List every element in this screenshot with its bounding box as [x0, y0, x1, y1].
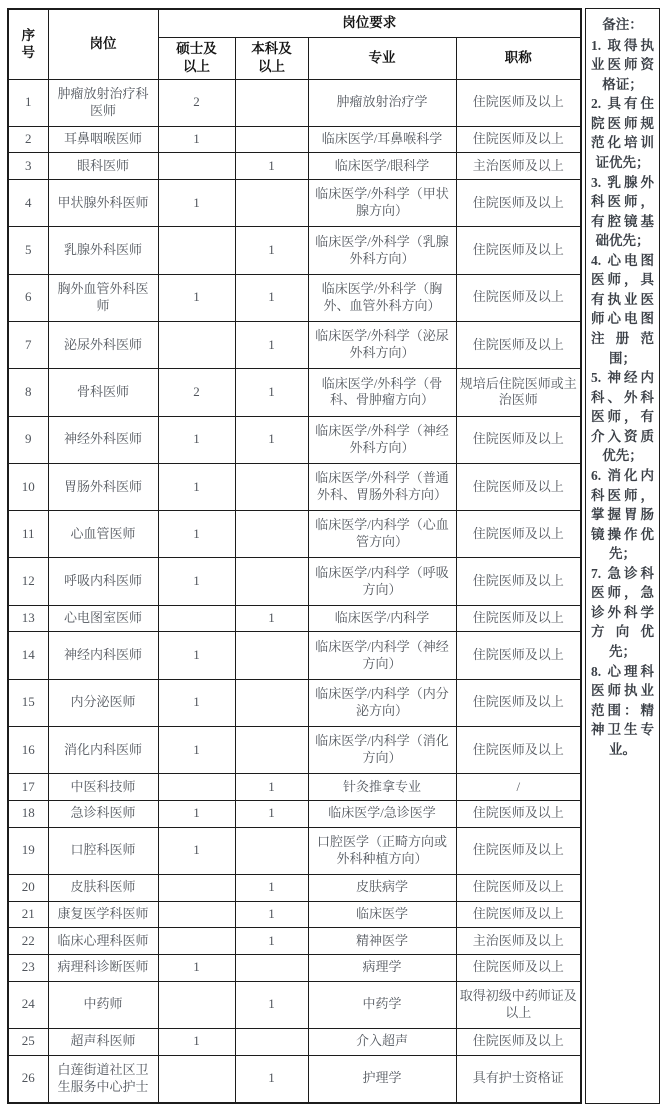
cell-position: 呼吸内科医师 [48, 558, 158, 605]
cell-master [158, 1055, 235, 1103]
cell-master [158, 227, 235, 274]
cell-position: 口腔科医师 [48, 827, 158, 874]
cell-no: 11 [8, 511, 48, 558]
cell-master: 1 [158, 126, 235, 153]
cell-title: 住院医师及以上 [456, 632, 581, 679]
cell-major: 临床医学/内科学（心血管方向） [308, 511, 456, 558]
cell-title: / [456, 774, 581, 801]
cell-title: 住院医师及以上 [456, 126, 581, 153]
table-row [8, 558, 581, 605]
cell-no: 9 [8, 416, 48, 463]
cell-bachelor [235, 1028, 308, 1055]
note-item: 7. 急诊科医师，急诊外科学方向优先； [591, 565, 654, 659]
header-position-requirements: 岗位要求 [158, 9, 581, 37]
cell-master: 1 [158, 1028, 235, 1055]
cell-title: 住院医师及以上 [456, 679, 581, 726]
cell-position: 耳鼻咽喉医师 [48, 126, 158, 153]
cell-master [158, 774, 235, 801]
cell-bachelor [235, 79, 308, 126]
cell-major: 介入超声 [308, 1028, 456, 1055]
note-item: 3. 乳腺外科医师，有腔镜基础优先； [591, 174, 654, 249]
table-row [8, 874, 581, 901]
cell-position: 泌尿外科医师 [48, 322, 158, 369]
cell-position: 胸外血管外科医师 [48, 274, 158, 321]
cell-master [158, 322, 235, 369]
cell-title: 住院医师及以上 [456, 726, 581, 773]
table-row [8, 800, 581, 827]
cell-title: 住院医师及以上 [456, 954, 581, 981]
cell-no: 2 [8, 126, 48, 153]
cell-master [158, 153, 235, 180]
cell-major: 肿瘤放射治疗学 [308, 79, 456, 126]
cell-no: 24 [8, 981, 48, 1028]
cell-bachelor: 1 [235, 1055, 308, 1103]
cell-master: 1 [158, 558, 235, 605]
note-item: 4. 心电图医师，具有执业医师心电图注册范围； [591, 252, 654, 366]
cell-title: 住院医师及以上 [456, 322, 581, 369]
table-row [8, 126, 581, 153]
note-item: 2. 具有住院医师规范化培训证优先； [591, 96, 654, 170]
cell-bachelor [235, 679, 308, 726]
cell-no: 21 [8, 901, 48, 928]
cell-title: 住院医师及以上 [456, 227, 581, 274]
note-item: 6. 消化内科医师，掌握胃肠镜操作优先； [591, 467, 654, 562]
cell-bachelor: 1 [235, 153, 308, 180]
table-row [8, 632, 581, 679]
cell-position: 甲状腺外科医师 [48, 180, 158, 227]
cell-bachelor: 1 [235, 800, 308, 827]
cell-major: 临床医学/外科学（甲状腺方向） [308, 180, 456, 227]
table-row [8, 180, 581, 227]
cell-bachelor [235, 463, 308, 510]
cell-major: 皮肤病学 [308, 874, 456, 901]
cell-bachelor: 1 [235, 901, 308, 928]
cell-major: 临床医学/急诊医学 [308, 800, 456, 827]
table-row [8, 153, 581, 180]
cell-master: 1 [158, 954, 235, 981]
cell-title: 住院医师及以上 [456, 511, 581, 558]
cell-no: 17 [8, 774, 48, 801]
cell-title: 住院医师及以上 [456, 901, 581, 928]
cell-master: 1 [158, 274, 235, 321]
cell-bachelor: 1 [235, 322, 308, 369]
header-serial-number: 序号 [8, 9, 48, 79]
note-item: 1. 取得执业医师资格证； [591, 37, 654, 92]
cell-master [158, 605, 235, 632]
cell-no: 22 [8, 928, 48, 955]
cell-master: 1 [158, 800, 235, 827]
cell-no: 14 [8, 632, 48, 679]
cell-major: 口腔医学（正畸方向或外科种植方向） [308, 827, 456, 874]
notes-title: 备注： [602, 17, 643, 32]
cell-master: 1 [158, 416, 235, 463]
cell-master: 1 [158, 511, 235, 558]
table-row [8, 981, 581, 1028]
cell-major: 临床医学/内科学（神经方向） [308, 632, 456, 679]
cell-position: 中药师 [48, 981, 158, 1028]
header-position: 岗位 [48, 9, 158, 79]
table-row [8, 79, 581, 126]
cell-bachelor [235, 827, 308, 874]
cell-no: 19 [8, 827, 48, 874]
cell-major: 临床医学/内科学 [308, 605, 456, 632]
table-row [8, 463, 581, 510]
notes-items [591, 36, 654, 760]
cell-position: 病理科诊断医师 [48, 954, 158, 981]
cell-major: 临床医学/内科学（消化方向） [308, 726, 456, 773]
cell-title: 住院医师及以上 [456, 180, 581, 227]
recruitment-table [7, 8, 582, 1104]
cell-title: 住院医师及以上 [456, 274, 581, 321]
cell-position: 乳腺外科医师 [48, 227, 158, 274]
cell-title: 住院医师及以上 [456, 800, 581, 827]
cell-bachelor: 1 [235, 774, 308, 801]
cell-bachelor [235, 632, 308, 679]
cell-bachelor [235, 511, 308, 558]
table-row [8, 901, 581, 928]
cell-master [158, 928, 235, 955]
table-row [8, 1028, 581, 1055]
table-row [8, 605, 581, 632]
table-body [8, 79, 581, 1103]
cell-master [158, 981, 235, 1028]
table-row [8, 726, 581, 773]
cell-master: 1 [158, 463, 235, 510]
table-row [8, 416, 581, 463]
cell-major: 临床医学/眼科学 [308, 153, 456, 180]
cell-position: 临床心理科医师 [48, 928, 158, 955]
header-professional-title: 职称 [456, 37, 581, 79]
cell-no: 12 [8, 558, 48, 605]
cell-position: 眼科医师 [48, 153, 158, 180]
cell-major: 临床医学/外科学（普通外科、胃肠外科方向） [308, 463, 456, 510]
table-row [8, 1055, 581, 1103]
cell-master: 1 [158, 632, 235, 679]
cell-major: 针灸推拿专业 [308, 774, 456, 801]
cell-no: 10 [8, 463, 48, 510]
cell-position: 急诊科医师 [48, 800, 158, 827]
cell-bachelor [235, 726, 308, 773]
cell-major: 临床医学/外科学（乳腺外科方向） [308, 227, 456, 274]
notes-panel [585, 8, 660, 1104]
table-row [8, 954, 581, 981]
cell-major: 精神医学 [308, 928, 456, 955]
cell-title: 住院医师及以上 [456, 1028, 581, 1055]
cell-no: 4 [8, 180, 48, 227]
table-row [8, 274, 581, 321]
cell-major: 临床医学/内科学（呼吸方向） [308, 558, 456, 605]
cell-no: 15 [8, 679, 48, 726]
cell-position: 心血管医师 [48, 511, 158, 558]
cell-bachelor: 1 [235, 369, 308, 416]
cell-position: 康复医学科医师 [48, 901, 158, 928]
cell-no: 26 [8, 1055, 48, 1103]
cell-title: 具有护士资格证 [456, 1055, 581, 1103]
cell-position: 神经内科医师 [48, 632, 158, 679]
table-row [8, 227, 581, 274]
cell-position: 骨科医师 [48, 369, 158, 416]
cell-bachelor [235, 180, 308, 227]
cell-bachelor: 1 [235, 981, 308, 1028]
cell-title: 取得初级中药师证及以上 [456, 981, 581, 1028]
cell-no: 13 [8, 605, 48, 632]
cell-title: 主治医师及以上 [456, 928, 581, 955]
cell-title: 住院医师及以上 [456, 558, 581, 605]
cell-no: 7 [8, 322, 48, 369]
cell-bachelor [235, 558, 308, 605]
cell-no: 6 [8, 274, 48, 321]
cell-position: 超声科医师 [48, 1028, 158, 1055]
cell-major: 临床医学/外科学（神经外科方向） [308, 416, 456, 463]
table-row [8, 322, 581, 369]
note-item: 8. 心理科医师执业范围：精神卫生专业。 [591, 663, 654, 757]
cell-major: 病理学 [308, 954, 456, 981]
cell-no: 5 [8, 227, 48, 274]
cell-major: 临床医学/外科学（骨科、骨肿瘤方向） [308, 369, 456, 416]
cell-no: 18 [8, 800, 48, 827]
cell-bachelor: 1 [235, 274, 308, 321]
header-major: 专业 [308, 37, 456, 79]
cell-no: 1 [8, 79, 48, 126]
table-row [8, 369, 581, 416]
cell-position: 胃肠外科医师 [48, 463, 158, 510]
cell-title: 规培后住院医师或主治医师 [456, 369, 581, 416]
cell-title: 住院医师及以上 [456, 827, 581, 874]
cell-title: 住院医师及以上 [456, 79, 581, 126]
cell-title: 主治医师及以上 [456, 153, 581, 180]
header-master-and-above: 硕士及以上 [158, 37, 235, 79]
cell-master: 1 [158, 679, 235, 726]
cell-bachelor: 1 [235, 874, 308, 901]
cell-position: 肿瘤放射治疗科医师 [48, 79, 158, 126]
cell-major: 护理学 [308, 1055, 456, 1103]
cell-title: 住院医师及以上 [456, 463, 581, 510]
cell-title: 住院医师及以上 [456, 605, 581, 632]
cell-master: 1 [158, 726, 235, 773]
cell-position: 白莲街道社区卫生服务中心护士 [48, 1055, 158, 1103]
cell-major: 临床医学/外科学（胸外、血管外科方向） [308, 274, 456, 321]
cell-bachelor: 1 [235, 605, 308, 632]
cell-no: 16 [8, 726, 48, 773]
cell-master: 2 [158, 369, 235, 416]
cell-major: 中药学 [308, 981, 456, 1028]
cell-bachelor: 1 [235, 416, 308, 463]
cell-position: 神经外科医师 [48, 416, 158, 463]
cell-master [158, 901, 235, 928]
table-row [8, 928, 581, 955]
cell-master [158, 874, 235, 901]
cell-master: 1 [158, 827, 235, 874]
cell-position: 内分泌医师 [48, 679, 158, 726]
cell-major: 临床医学 [308, 901, 456, 928]
cell-master: 1 [158, 180, 235, 227]
cell-major: 临床医学/耳鼻喉科学 [308, 126, 456, 153]
cell-title: 住院医师及以上 [456, 416, 581, 463]
cell-bachelor [235, 954, 308, 981]
cell-position: 消化内科医师 [48, 726, 158, 773]
cell-bachelor [235, 126, 308, 153]
cell-no: 8 [8, 369, 48, 416]
cell-major: 临床医学/内科学（内分泌方向） [308, 679, 456, 726]
cell-position: 中医科技师 [48, 774, 158, 801]
cell-no: 23 [8, 954, 48, 981]
table-row [8, 827, 581, 874]
cell-no: 3 [8, 153, 48, 180]
cell-position: 皮肤科医师 [48, 874, 158, 901]
cell-title: 住院医师及以上 [456, 874, 581, 901]
note-item: 5. 神经内科、外科医师，有介入资质优先； [591, 370, 654, 464]
cell-no: 25 [8, 1028, 48, 1055]
cell-position: 心电图室医师 [48, 605, 158, 632]
cell-master: 2 [158, 79, 235, 126]
header-bachelor-and-above: 本科及以上 [235, 37, 308, 79]
cell-no: 20 [8, 874, 48, 901]
cell-bachelor: 1 [235, 928, 308, 955]
cell-major: 临床医学/外科学（泌尿外科方向） [308, 322, 456, 369]
table-row [8, 511, 581, 558]
table-row [8, 679, 581, 726]
cell-bachelor: 1 [235, 227, 308, 274]
table-row [8, 774, 581, 801]
